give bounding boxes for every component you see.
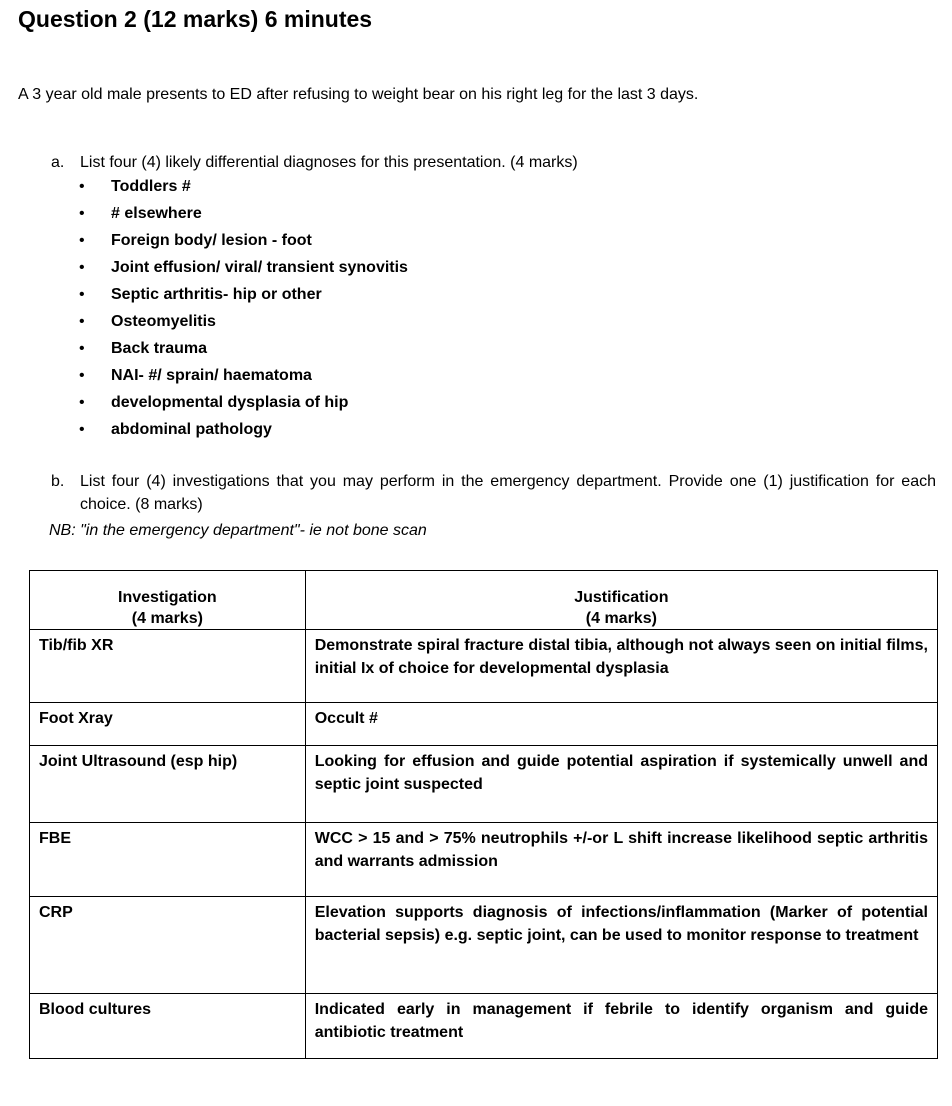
part-a-prompt	[51, 151, 936, 174]
bullet-glyph: •	[79, 286, 85, 303]
list-item-text: developmental dysplasia of hip	[111, 394, 349, 411]
justification-cell: Occult #	[305, 703, 937, 746]
table-row	[30, 630, 938, 703]
list-item	[79, 392, 408, 419]
justification-cell: Demonstrate spiral fracture distal tibia, although not always seen on initial films, initial Ix of choice for developmental dysplasia	[305, 630, 937, 703]
investigation-cell: FBE	[30, 823, 306, 897]
investigation-cell: Joint Ultrasound (esp hip)	[30, 746, 306, 823]
part-b-label: b.	[51, 473, 65, 490]
question-title: Question 2 (12 marks) 6 minutes	[18, 6, 373, 32]
list-item	[79, 311, 408, 338]
part-a-label: a.	[51, 154, 65, 171]
list-item-text: Septic arthritis- hip or other	[111, 286, 322, 303]
list-item	[79, 176, 408, 203]
table-row	[30, 897, 938, 994]
list-item	[79, 365, 408, 392]
bullet-glyph: •	[79, 313, 85, 330]
bullet-glyph: •	[79, 340, 85, 357]
investigation-cell: Foot Xray	[30, 703, 306, 746]
list-item-text: # elsewhere	[111, 205, 202, 222]
part-b-note: NB: "in the emergency department"- ie not bone scan	[49, 522, 427, 539]
part-b-prompt	[51, 470, 936, 516]
justification-cell: Elevation supports diagnosis of infections/inflammation (Marker of potential bacterial sepsis) e.g. septic joint, can be used to monitor response to treatment	[305, 897, 937, 994]
question-intro: A 3 year old male presents to ED after refusing to weight bear on his right leg for the last 3 days.	[18, 86, 699, 103]
header-investigation-line2: (4 marks)	[131, 610, 203, 627]
bullet-glyph: •	[79, 259, 85, 276]
investigations-table-body	[30, 630, 938, 1059]
list-item	[79, 230, 408, 257]
list-item-text: abdominal pathology	[111, 421, 272, 438]
bullet-glyph: •	[79, 205, 85, 222]
bullet-glyph: •	[79, 178, 85, 195]
header-justification-line2: (4 marks)	[585, 610, 657, 627]
bullet-glyph: •	[79, 421, 85, 438]
investigation-cell: Blood cultures	[30, 994, 306, 1059]
list-item-text: Osteomyelitis	[111, 313, 216, 330]
list-item	[79, 284, 408, 311]
list-item	[79, 419, 408, 446]
justification-cell: Looking for effusion and guide potential aspiration if systemically unwell and septic joint suspected	[305, 746, 937, 823]
header-investigation	[30, 571, 306, 630]
bullet-glyph: •	[79, 232, 85, 249]
header-investigation-line1: Investigation	[118, 589, 217, 606]
list-item-text: Back trauma	[111, 340, 208, 357]
justification-cell: Indicated early in management if febrile to identify organism and guide antibiotic treatment	[305, 994, 937, 1059]
list-item-text: Toddlers #	[111, 178, 191, 195]
bullet-glyph: •	[79, 394, 85, 411]
header-justification	[305, 571, 937, 630]
list-item-text: NAI- #/ sprain/ haematoma	[111, 367, 312, 384]
table-row	[30, 994, 938, 1059]
header-justification-line1: Justification	[574, 589, 669, 606]
list-item-text: Foreign body/ lesion - foot	[111, 232, 312, 249]
bullet-glyph: •	[79, 367, 85, 384]
part-b-text: List four (4) investigations that you may perform in the emergency department. Provide one (1) justification for each choice. (8 marks)	[80, 473, 936, 513]
part-a-text: List four (4) likely differential diagnoses for this presentation. (4 marks)	[80, 154, 578, 171]
table-row	[30, 746, 938, 823]
table-row	[30, 703, 938, 746]
justification-cell: WCC > 15 and > 75% neutrophils +/-or L shift increase likelihood septic arthritis and warrants admission	[305, 823, 937, 897]
differential-diagnoses-list	[79, 176, 408, 446]
table-row	[30, 823, 938, 897]
list-item	[79, 257, 408, 284]
investigations-table	[29, 570, 938, 1059]
investigation-cell: CRP	[30, 897, 306, 994]
table-header-row	[30, 571, 938, 630]
investigation-cell: Tib/fib XR	[30, 630, 306, 703]
list-item	[79, 203, 408, 230]
list-item-text: Joint effusion/ viral/ transient synovitis	[111, 259, 408, 276]
list-item	[79, 338, 408, 365]
